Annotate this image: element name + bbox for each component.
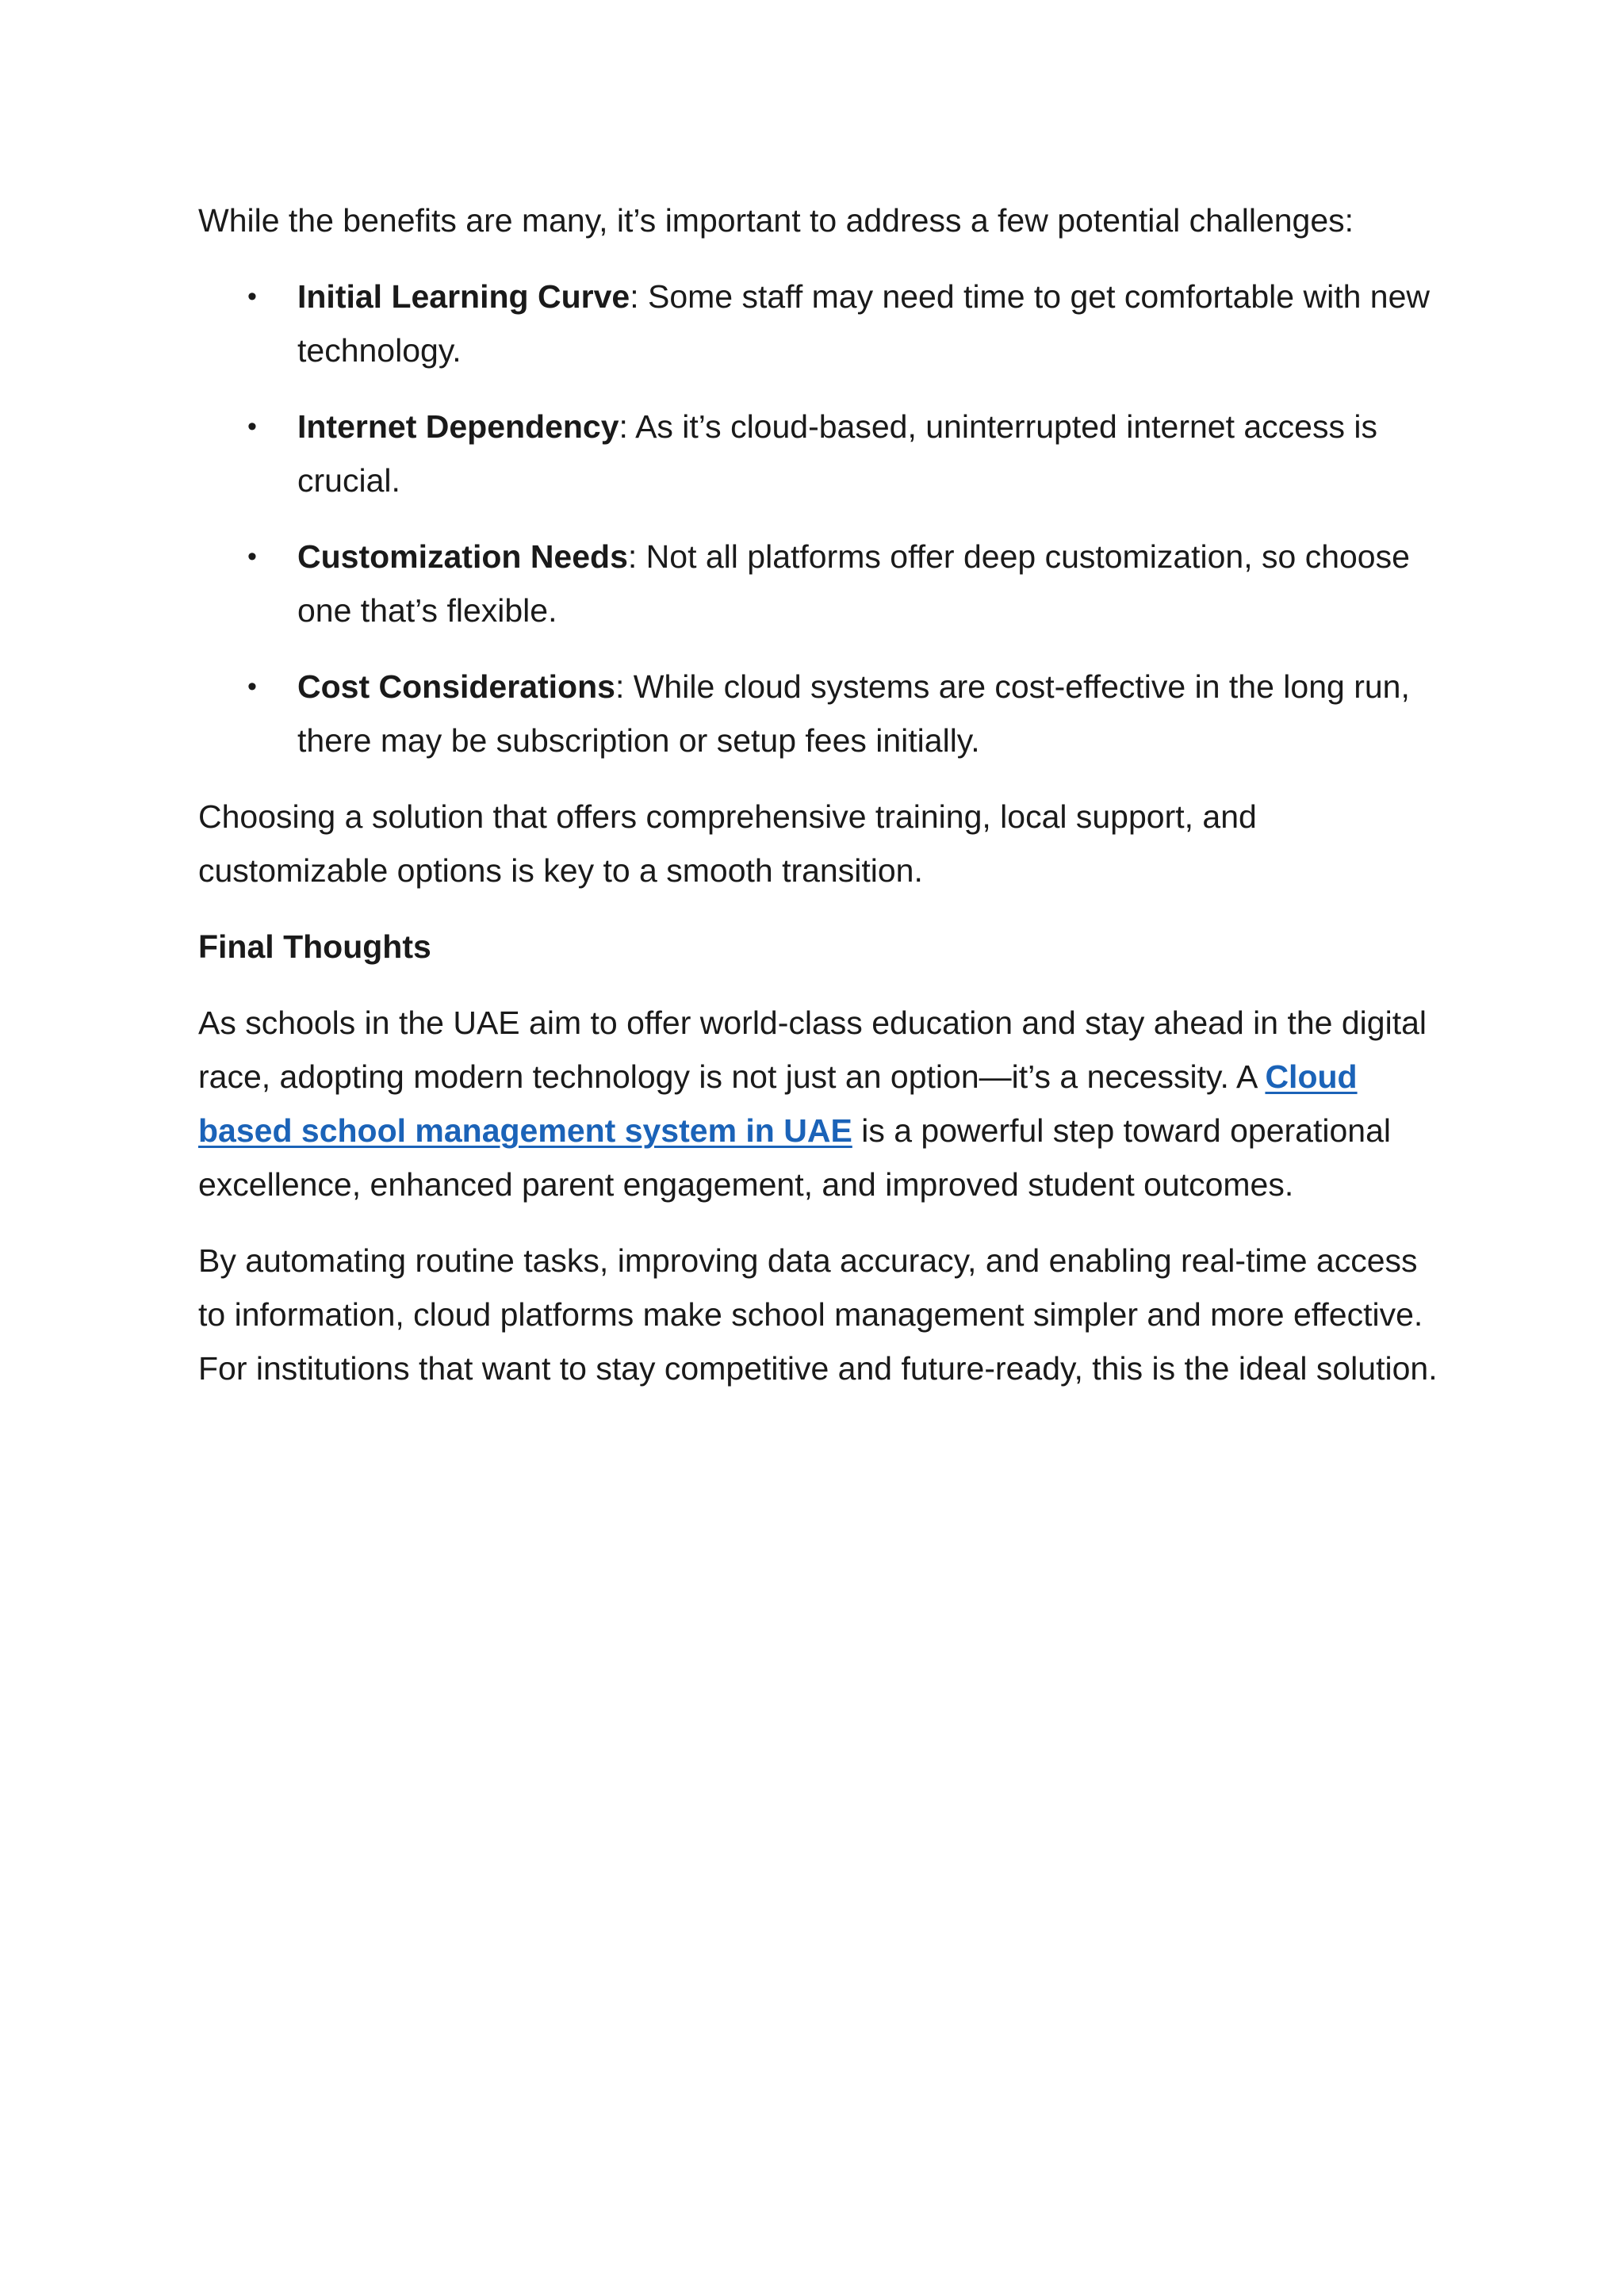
challenge-text: : As it’s cloud-based, uninterrupted internet access is crucial. <box>297 408 1377 499</box>
choosing-paragraph: Choosing a solution that offers comprehensive training, local support, and customizable options is key to a smooth transition. <box>198 798 1257 889</box>
final-paragraph-1 <box>198 996 1443 1211</box>
challenge-text: : Not all platforms offer deep customization, so choose one that’s flexible. <box>297 538 1410 629</box>
final-paragraph-1-before: As schools in the UAE aim to offer world-class education and stay ahead in the digital race, adopting modern technology is not just an option—it’s a necessity. A <box>198 1004 1427 1095</box>
intro-paragraph: While the benefits are many, it’s important to address a few potential challenges: <box>198 202 1354 239</box>
challenges-list <box>198 270 1443 767</box>
bullet-icon: • <box>247 411 257 442</box>
bullet-icon: • <box>247 541 257 572</box>
list-item <box>198 530 1443 637</box>
final-paragraph-2: By automating routine tasks, improving data accuracy, and enabling real-time access to information, cloud platforms make school management simpler and more effective. For institutions that want to stay competitive and future-ready, this is the ideal solution. <box>198 1242 1438 1387</box>
section-heading: Final Thoughts <box>198 928 431 965</box>
list-item <box>198 400 1443 507</box>
final-paragraph-1-after: is a powerful step toward operational excellence, enhanced parent engagement, and improved student outcomes. <box>198 1112 1391 1203</box>
challenge-text: : Some staff may need time to get comfortable with new technology. <box>297 278 1430 369</box>
document-body <box>198 193 1443 1418</box>
challenge-term: Internet Dependency <box>297 408 619 445</box>
challenge-term: Customization Needs <box>297 538 628 575</box>
bullet-icon: • <box>247 672 257 702</box>
challenge-text: : While cloud systems are cost-effective in the long run, there may be subscription or setup fees initially. <box>297 668 1410 759</box>
list-item <box>198 660 1443 767</box>
challenge-term: Cost Considerations <box>297 668 615 705</box>
list-item <box>198 270 1443 377</box>
cloud-school-system-link[interactable]: Cloud based school management system in UAE <box>198 1058 1358 1149</box>
bullet-icon: • <box>247 281 257 312</box>
challenge-term: Initial Learning Curve <box>297 278 630 315</box>
